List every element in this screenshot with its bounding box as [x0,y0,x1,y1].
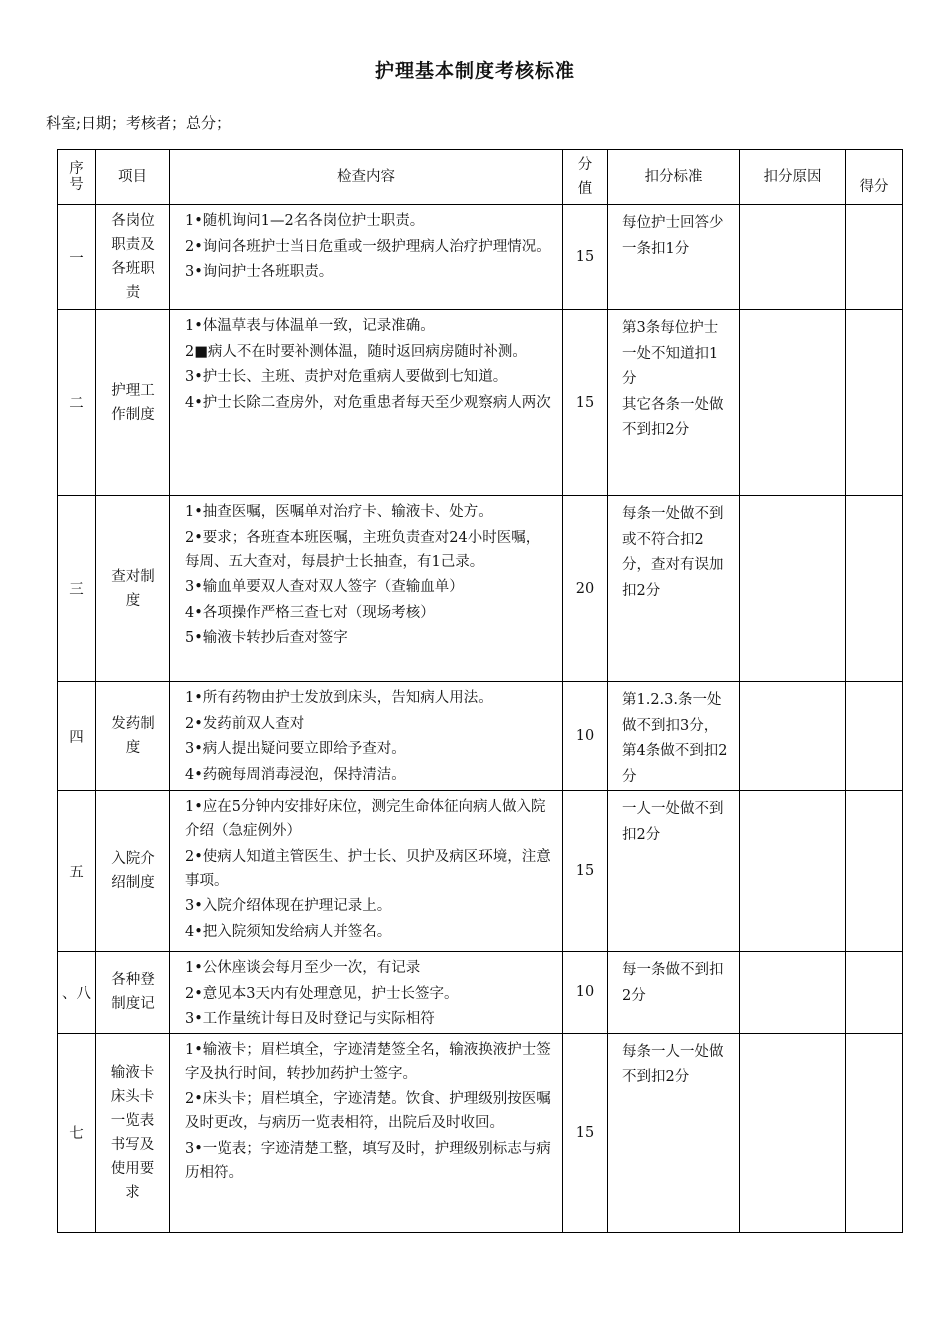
header-content: 检查内容 [170,150,563,205]
row-score-got [846,310,903,496]
check-item: 1•应在5分钟内安排好床位，测完生命体征向病人做入院介绍（急症例外） [185,799,546,839]
row-item-label: 各种登制度记 [111,972,155,1013]
deduct-rule: 一人一处做不到扣2分 [622,801,724,843]
row-deduct-reason [740,310,846,496]
row-deduct-standard [608,791,740,952]
check-item: 4•各项操作严格三查七对（现场考核） [185,604,435,621]
row-deduct-standard [608,496,740,682]
check-item: 4•药碗每周消毒浸泡，保持清洁。 [185,766,406,783]
row-check-content [170,496,563,682]
row-number: 三 [58,496,96,682]
row-score: 10 [563,952,608,1034]
row-score: 10 [563,682,608,791]
check-item: 2•床头卡；眉栏填全，字迹清楚。饮食、护理级别按医嘱及时更改，与病历一览表相符，出院后及时收回。 [185,1091,551,1131]
row-score-got [846,682,903,791]
check-item: 2•意见本3天内有处理意见，护士长签字。 [185,985,459,1002]
row-number: 七 [58,1033,96,1232]
deduct-rule: 每位护士回答少一条扣1分 [622,215,724,257]
check-item: 3•入院介绍体现在护理记录上。 [185,898,392,914]
row-item-label: 入院介绍制度 [111,851,155,891]
row-score: 20 [563,496,608,682]
check-item: 4•护士长除二查房外，对危重患者每天至少观察病人两次 [185,394,551,411]
row-deduct-reason [740,496,846,682]
table-row [58,205,903,310]
row-score-got [846,791,903,952]
check-item: 2•发药前双人查对 [185,715,305,732]
row-deduct-standard [608,952,740,1034]
row-number: 四 [58,682,96,791]
check-item: 1•公休座谈会每月至少一次，有记录 [185,960,421,976]
table-row [58,310,903,496]
deduct-rule: 其它各条一处做不到扣2分 [622,396,724,438]
check-item: 1•抽查医嘱，医嘱单对治疗卡、输液卡、处方。 [185,504,493,520]
header-item: 项目 [96,150,170,205]
table-row [58,952,903,1034]
row-number: 一 [58,205,96,310]
check-item: 2■病人不在时要补测体温，随时返回病房随时补测。 [185,343,527,360]
check-item: 1•所有药物由护士发放到床头，告知病人用法。 [185,690,493,706]
row-item [96,310,170,496]
deduct-rule: 每一条做不到扣2分 [622,962,724,1004]
row-item [96,205,170,310]
row-number: 五 [58,791,96,952]
check-item: 2•使病人知道主管医生、护士长、贝护及病区环境，注意事项。 [185,848,551,889]
row-number: 、八 [58,952,96,1034]
row-deduct-standard [608,310,740,496]
row-deduct-standard [608,1033,740,1232]
check-item: 1•体温草表与体温单一致，记录准确。 [185,318,435,334]
row-score-got [846,952,903,1034]
check-item: 1•随机询问1—2名各岗位护士职责。 [185,213,425,229]
deduct-rule: 每条一人一处做不到扣2分 [622,1043,724,1085]
row-item-label: 输液卡床头卡一览表书写及使用要求 [110,1064,155,1201]
row-score: 15 [563,205,608,310]
header-no: 序号 [58,150,96,205]
check-item: 3•询问护士各班职责。 [185,264,334,280]
header-row [58,150,903,205]
row-item [96,1033,170,1232]
deduct-rule: 第3条每位护士一处不知道扣1分 [622,320,719,387]
check-item: 3•病人提出疑问要立即给予查对。 [185,741,406,757]
header-deduct-standard: 扣分标准 [608,150,740,205]
table-row [58,496,903,682]
row-score-got [846,1033,903,1232]
row-score-got [846,205,903,310]
row-deduct-standard [608,205,740,310]
check-item: 2•询问各班护士当日危重或一级护理病人治疗护理情况。 [185,238,551,255]
row-item [96,952,170,1034]
row-item-label: 护理工作制度 [111,382,155,423]
row-deduct-reason [740,952,846,1034]
row-deduct-reason [740,1033,846,1232]
row-item [96,496,170,682]
table-row [58,1033,903,1232]
check-item: 4•把入院须知发给病人并签名。 [185,923,392,940]
check-item: 5•输液卡转抄后查对签字 [185,630,348,646]
row-check-content [170,791,563,952]
row-item-label: 发药制度 [111,716,155,756]
check-item: 1•输液卡；眉栏填全，字迹清楚签全名，输液换液护士签字及执行时间，转抄加药护士签字。 [185,1041,551,1082]
deduct-rule: 第1.2.3.条一处做不到扣3分，第4条做不到扣2分 [622,692,728,785]
row-check-content [170,205,563,310]
row-deduct-standard [608,682,740,791]
row-item [96,682,170,791]
check-item: 3•护士长、主班、责护对危重病人要做到七知道。 [185,369,508,385]
check-item: 3•一览表；字迹清楚工整，填写及时，护理级别标志与病历相符。 [185,1140,551,1181]
row-deduct-reason [740,791,846,952]
row-check-content [170,1033,563,1232]
row-check-content [170,682,563,791]
page-title: 护理基本制度考核标准 [374,60,575,82]
header-score-got: 得分 [846,150,903,205]
table-row [58,791,903,952]
check-item: 2•要求；各班查本班医嘱，主班负责查对24小时医嘱，每周、五大查对，每晨护士长抽查，有1己录。 [185,529,541,570]
header-score: 分 值 [563,150,608,205]
row-deduct-reason [740,682,846,791]
row-deduct-reason [740,205,846,310]
row-score: 15 [563,1033,608,1232]
row-item-label: 各岗位职责及各班职责 [111,213,155,301]
header-fields: 科室;日期；考核者；总分； [46,114,232,132]
header-deduct-reason: 扣分原因 [740,150,846,205]
check-item: 3•输血单要双人查对双人签字（查输血单） [185,579,464,595]
row-check-content [170,310,563,496]
check-item: 3•工作量统计每日及时登记与实际相符 [185,1011,435,1027]
row-number: 二 [58,310,96,496]
row-score: 15 [563,791,608,952]
table-row [58,682,903,791]
row-item [96,791,170,952]
deduct-rule: 每条一处做不到或不符合扣2分，查对有误加扣2分 [622,506,724,599]
row-item-label: 查对制度 [111,568,155,609]
row-score: 15 [563,310,608,496]
row-check-content [170,952,563,1034]
row-score-got [846,496,903,682]
assessment-table [57,149,903,1233]
